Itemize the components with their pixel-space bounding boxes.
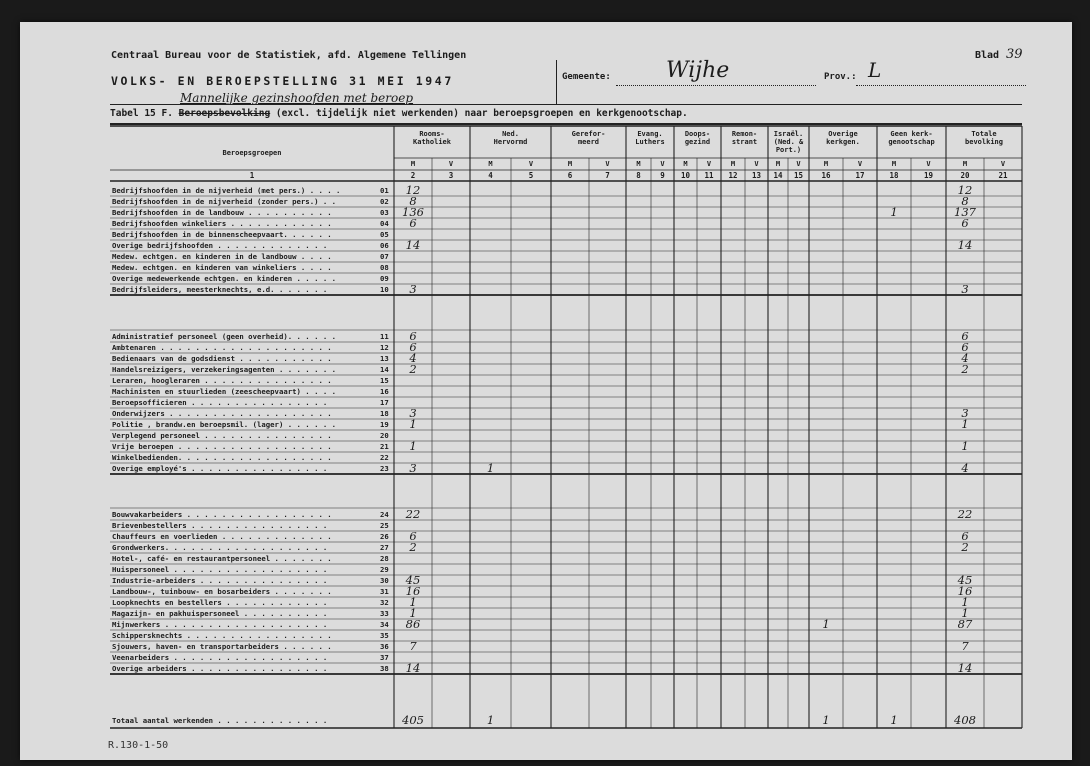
m-header: M: [683, 160, 688, 168]
row-label: Bedrijfshoofden in de nijverheid (met pers.) . . . .: [112, 186, 341, 195]
cell-value: 1: [822, 617, 830, 631]
cell-value: 14: [405, 238, 421, 252]
row-number: 38: [380, 664, 389, 673]
row-label: Overige employé's . . . . . . . . . . . . . . . .: [112, 464, 328, 473]
row-number: 35: [380, 631, 389, 640]
v-header: V: [660, 160, 665, 168]
row-number: 25: [380, 521, 389, 530]
cell-value: 1: [409, 606, 417, 620]
cell-value: 7: [409, 639, 417, 653]
m-header: M: [567, 160, 573, 168]
total-row-label: Totaal aantal werkenden . . . . . . . . . . . . .: [112, 716, 328, 725]
cell-value: 6: [409, 329, 417, 343]
province-label: Prov.:: [824, 72, 857, 82]
row-number: 04: [380, 219, 389, 228]
cell-value: 3: [409, 406, 417, 420]
cell-value: 4: [961, 351, 969, 365]
row-label: Vrije beroepen . . . . . . . . . . . . . . . . . .: [112, 442, 332, 451]
row-label: Overige medewerkende echtgen. en kinderen . . . . .: [112, 274, 337, 283]
cell-value: 3: [961, 406, 969, 420]
column-index: 15: [793, 171, 804, 180]
row-label: Mijnwerkers . . . . . . . . . . . . . . . . . . .: [112, 620, 328, 629]
cell-value: 2: [961, 362, 969, 376]
v-header: V: [857, 160, 863, 168]
row-number: 27: [380, 543, 389, 552]
total-cell-value: 1: [486, 713, 495, 727]
row-number: 01: [380, 186, 389, 195]
row-label: Landbouw-, tuinbouw- en bosarbeiders . . . . . . .: [112, 587, 332, 596]
m-header: M: [730, 160, 736, 168]
gemeente-value: Wijhe: [666, 58, 730, 83]
cell-value: 6: [961, 216, 969, 230]
row-number: 09: [380, 274, 389, 283]
row-number: 21: [380, 442, 389, 451]
census-title: VOLKS- EN BEROEPSTELLING 31 MEI 1947: [111, 74, 454, 88]
cell-value: 136: [402, 205, 424, 219]
row-label: Bedrijfshoofden in de binnenscheepvaart. . . . . .: [112, 230, 332, 239]
v-header: V: [605, 160, 610, 168]
column-group-header: Geen kerk- genootschap: [888, 130, 935, 146]
row-number: 15: [380, 376, 389, 385]
v-header: V: [448, 160, 454, 168]
cell-value: 6: [961, 340, 969, 354]
column-index: 5: [528, 171, 534, 180]
cell-value: 45: [957, 573, 973, 587]
gemeente-label: Gemeente:: [562, 72, 611, 82]
cell-value: 12: [405, 183, 421, 197]
column-index: 3: [448, 171, 454, 180]
row-label: Chauffeurs en voerlieden . . . . . . . . . . . . .: [112, 532, 332, 541]
column-index: 8: [636, 171, 641, 180]
cell-value: 1: [409, 595, 417, 609]
province-value: L: [868, 58, 882, 82]
cell-value: 14: [957, 238, 973, 252]
caption-rest: (excl. tijdelijk niet werkenden) naar beroepsgroepen en kerkgenootschap.: [275, 108, 688, 119]
row-number: 37: [380, 653, 389, 662]
row-number: 17: [380, 398, 389, 407]
cell-value: 6: [409, 216, 417, 230]
sheet-number: 39: [1006, 47, 1023, 62]
row-number: 12: [380, 343, 389, 352]
row-label: Veenarbeiders . . . . . . . . . . . . . . . . . .: [112, 653, 328, 662]
row-number: 02: [380, 197, 389, 206]
total-cell-value: 1: [890, 713, 898, 727]
m-header: M: [962, 160, 968, 168]
column-index: 11: [704, 171, 714, 180]
row-label: Bedrijfshoofden in de landbouw . . . . . . . . . .: [112, 208, 332, 217]
row-label: Politie , brandw.en beroepsmil. (lager) . . . . . .: [112, 420, 337, 429]
cell-value: 1: [409, 439, 417, 453]
row-number: 33: [380, 609, 389, 618]
column-group-header: Ned. Hervormd: [493, 130, 528, 146]
column-index: 18: [889, 171, 899, 180]
column-group-header: Doops- gezind: [684, 130, 711, 146]
cell-value: 22: [957, 507, 973, 521]
cell-value: 14: [405, 661, 421, 675]
m-header: M: [775, 160, 781, 168]
cell-value: 45: [405, 573, 421, 587]
m-header: M: [636, 160, 641, 168]
cell-value: 3: [409, 282, 417, 296]
column-group-header: Evang. Luthers: [635, 130, 665, 146]
v-header: V: [926, 160, 931, 168]
row-label: Industrie-arbeiders . . . . . . . . . . . . . . .: [112, 576, 328, 585]
caption-struck: Beroepsbevolking: [178, 108, 271, 119]
row-number: 24: [380, 510, 389, 519]
cell-value: 2: [409, 362, 417, 376]
row-label: Huispersoneel . . . . . . . . . . . . . . . . . .: [112, 565, 328, 574]
cell-value: 86: [405, 617, 421, 631]
cell-value: 1: [961, 595, 969, 609]
handwritten-subtitle: Mannelijke gezinshoofden met beroep: [180, 91, 414, 105]
column-group-header: Remon- strant: [731, 130, 758, 146]
v-header: V: [528, 160, 534, 168]
cell-value: 16: [405, 584, 421, 598]
column-index: 4: [488, 171, 493, 180]
v-header: V: [796, 160, 801, 168]
cell-value: 1: [961, 439, 969, 453]
row-number: 26: [380, 532, 389, 541]
column-header-beroepsgroepen: Beroepsgroepen: [222, 149, 282, 157]
column-index: 1: [249, 171, 255, 180]
cell-value: 87: [957, 617, 973, 631]
column-index: 2: [410, 171, 416, 180]
total-cell-value: 1: [822, 713, 830, 727]
row-number: 08: [380, 263, 389, 272]
column-index: 9: [660, 171, 665, 180]
column-index: 16: [821, 171, 831, 180]
m-header: M: [410, 160, 416, 168]
row-number: 20: [380, 431, 389, 440]
m-header: M: [891, 160, 897, 168]
m-header: M: [488, 160, 493, 168]
column-index: 19: [923, 171, 934, 180]
sheet-label: Blad: [975, 50, 1000, 61]
cell-value: 1: [961, 606, 969, 620]
row-label: Bedrijfshoofden in de nijverheid (zonder pers.) . .: [112, 197, 337, 206]
row-label: Overige arbeiders . . . . . . . . . . . . . . . .: [112, 664, 328, 673]
v-header: V: [706, 160, 712, 168]
row-label: Loopknechts en bestellers . . . . . . . . . . . .: [112, 598, 328, 607]
total-cell-value: 408: [954, 713, 976, 727]
row-label: Bouwvakarbeiders . . . . . . . . . . . . . . . . .: [112, 510, 332, 519]
cell-value: 137: [954, 205, 976, 219]
row-label: Beroepsofficieren . . . . . . . . . . . . . . . .: [112, 398, 328, 407]
row-label: Magazijn- en pakhuispersoneel . . . . . . . . . .: [112, 609, 328, 618]
row-label: Bedienaars van de godsdienst . . . . . . . . . . .: [112, 354, 332, 363]
column-group-header: Overige kerkgen.: [826, 130, 860, 146]
total-cell-value: 405: [402, 713, 424, 727]
row-number: 29: [380, 565, 389, 574]
cell-value: 2: [961, 540, 969, 554]
row-number: 22: [380, 453, 389, 462]
column-group-header: Rooms- Katholiek: [413, 130, 451, 146]
cell-value: 1: [486, 461, 495, 475]
row-number: 19: [380, 420, 389, 429]
row-label: Brievenbestellers . . . . . . . . . . . . . . . .: [112, 521, 328, 530]
cell-value: 22: [405, 507, 421, 521]
row-label: Bedrijfsleiders, meesterknechts, e.d. . . . . . .: [112, 285, 328, 294]
row-label: Sjouwers, haven- en transportarbeiders . . . . . .: [112, 642, 332, 651]
row-label: Medew. echtgen. en kinderen van winkeliers . . . .: [112, 263, 332, 272]
row-label: Overige bedrijfshoofden . . . . . . . . . . . . .: [112, 241, 328, 250]
row-label: Ambtenaren . . . . . . . . . . . . . . . . . . . .: [112, 343, 332, 352]
cell-value: 8: [961, 194, 969, 208]
column-index: 14: [773, 171, 783, 180]
row-label: Winkelbedienden. . . . . . . . . . . . . . . . . .: [112, 453, 332, 462]
row-number: 05: [380, 230, 389, 239]
column-index: 13: [751, 171, 762, 180]
column-index: 6: [567, 171, 573, 180]
row-label: Grondwerkers. . . . . . . . . . . . . . . . . . .: [112, 543, 328, 552]
row-number: 10: [380, 285, 389, 294]
form-code: R.130-1-50: [108, 740, 169, 751]
m-header: M: [823, 160, 829, 168]
v-header: V: [1000, 160, 1006, 168]
row-number: 31: [380, 587, 389, 596]
cell-value: 4: [961, 461, 969, 475]
cell-value: 6: [409, 340, 417, 354]
row-number: 34: [380, 620, 389, 629]
cell-value: 6: [961, 529, 969, 543]
cell-value: 3: [961, 282, 969, 296]
cell-value: 16: [957, 584, 973, 598]
column-group-header: Israël. (Ned. & Port.): [773, 130, 804, 154]
column-group-header: Totale bevolking: [965, 130, 1003, 146]
column-index: 20: [960, 171, 970, 180]
cell-value: 6: [409, 529, 417, 543]
cell-value: 2: [409, 540, 417, 554]
row-label: Onderwijzers . . . . . . . . . . . . . . . . . . .: [112, 409, 332, 418]
column-index: 12: [728, 171, 738, 180]
column-index: 10: [680, 171, 691, 180]
cell-value: 7: [961, 639, 969, 653]
row-label: Machinisten en stuurlieden (zeescheepvaart) . . . .: [112, 387, 337, 396]
row-label: Handelsreizigers, verzekeringsagenten . . . . . . .: [112, 365, 337, 374]
caption-prefix: Tabel 15 F.: [110, 108, 173, 119]
row-label: Medew. echtgen. en kinderen in de landbouw . . . .: [112, 252, 332, 261]
column-index: 21: [998, 171, 1008, 180]
cell-value: 6: [961, 329, 969, 343]
row-number: 11: [380, 332, 389, 341]
column-group-header: Gerefor- meerd: [571, 130, 606, 146]
row-number: 13: [380, 354, 389, 363]
cell-value: 3: [409, 461, 417, 475]
cell-value: 12: [957, 183, 973, 197]
cell-value: 4: [409, 351, 417, 365]
row-number: 23: [380, 464, 389, 473]
cell-value: 14: [957, 661, 973, 675]
row-number: 18: [380, 409, 389, 418]
row-label: Bedrijfshoofden winkeliers . . . . . . . . . . . .: [112, 219, 332, 228]
row-number: 14: [380, 365, 389, 374]
row-number: 32: [380, 598, 389, 607]
census-sheet: [20, 22, 1072, 760]
row-label: Administratief personeel (geen overheid). . . . . .: [112, 332, 337, 341]
row-number: 16: [380, 387, 389, 396]
row-label: Schippersknechts . . . . . . . . . . . . . . . . .: [112, 631, 332, 640]
row-label: Verplegend personeel . . . . . . . . . . . . . . .: [112, 431, 332, 440]
row-label: Hotel-, café- en restaurantpersoneel . . . . . . .: [112, 554, 332, 563]
row-number: 28: [380, 554, 389, 563]
cell-value: 1: [961, 417, 969, 431]
cell-value: 8: [409, 194, 417, 208]
column-index: 7: [605, 171, 610, 180]
row-number: 07: [380, 252, 389, 261]
cell-value: 1: [409, 417, 417, 431]
row-number: 36: [380, 642, 389, 651]
row-number: 06: [380, 241, 389, 250]
row-number: 03: [380, 208, 389, 217]
column-index: 17: [855, 171, 865, 180]
cell-value: 1: [890, 205, 898, 219]
row-number: 30: [380, 576, 389, 585]
org-line: Centraal Bureau voor de Statistiek, afd. Algemene Tellingen: [111, 50, 467, 61]
row-label: Leraren, hoogleraren . . . . . . . . . . . . . . .: [112, 376, 332, 385]
v-header: V: [754, 160, 759, 168]
